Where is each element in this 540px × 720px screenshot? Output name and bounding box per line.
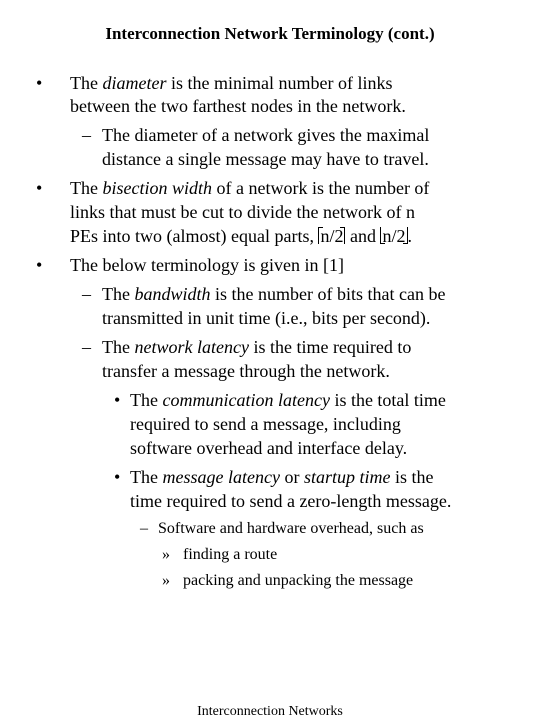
terminology-line: The below terminology is given in [1] xyxy=(70,255,344,275)
bullet-marker: • xyxy=(114,390,121,410)
dash-marker: – xyxy=(140,520,148,537)
diameter-line-1: The diameter is the minimal number of links xyxy=(70,73,393,93)
communication-latency-term: communication latency xyxy=(162,390,330,410)
communication-latency-line-1: The communication latency is the total time xyxy=(130,390,446,410)
overhead-item-route: finding a route xyxy=(183,546,278,563)
diameter-sub-line-2: distance a single message may have to travel. xyxy=(102,149,429,169)
network-latency-line-1: The network latency is the time required to xyxy=(102,337,412,357)
bandwidth-term: bandwidth xyxy=(134,284,211,304)
bandwidth-line-2: transmitted in unit time (i.e., bits per second). xyxy=(102,308,431,328)
guillemet-marker: » xyxy=(162,546,170,563)
overhead-item-packing: packing and unpacking the message xyxy=(183,572,414,589)
bullet-marker: • xyxy=(36,178,43,198)
diameter-line-2: between the two farthest nodes in the network. xyxy=(70,96,406,116)
bisection-line-3: PEs into two (almost) equal parts, n/2 and n/2 . xyxy=(70,226,412,246)
network-latency-term: network latency xyxy=(134,337,249,357)
diameter-term: diameter xyxy=(102,73,167,93)
message-latency-term: message latency xyxy=(162,467,280,487)
slide-title: Interconnection Network Terminology (cont.) xyxy=(105,24,435,43)
message-latency-line-1: The message latency or startup time is the xyxy=(130,467,434,487)
floor-expression: n/2 xyxy=(382,226,406,246)
guillemet-marker: » xyxy=(162,572,170,589)
bullet-marker: • xyxy=(36,255,43,275)
bisection-term: bisection width xyxy=(102,178,212,198)
dash-marker: – xyxy=(82,125,91,145)
communication-latency-line-3: software overhead and interface delay. xyxy=(130,438,408,458)
ceil-expression: n/2 xyxy=(320,226,344,246)
startup-time-term: startup time xyxy=(303,467,391,487)
network-latency-line-2: transfer a message through the network. xyxy=(102,361,390,381)
message-latency-line-2: time required to send a zero-length message. xyxy=(130,491,452,511)
bisection-line-1: The bisection width of a network is the number of xyxy=(70,178,430,198)
bullet-marker: • xyxy=(36,73,43,93)
diameter-sub-line-1: The diameter of a network gives the maximal xyxy=(102,125,430,145)
bandwidth-line-1: The bandwidth is the number of bits that can be xyxy=(102,284,446,304)
dash-marker: – xyxy=(82,337,91,357)
dash-marker: – xyxy=(82,284,91,304)
bullet-marker: • xyxy=(114,467,121,487)
overhead-line: Software and hardware overhead, such as xyxy=(158,520,424,537)
communication-latency-line-2: required to send a message, including xyxy=(130,414,401,434)
slide-footer: Interconnection Networks xyxy=(197,704,343,719)
bisection-line-2: links that must be cut to divide the network of n xyxy=(70,202,415,222)
